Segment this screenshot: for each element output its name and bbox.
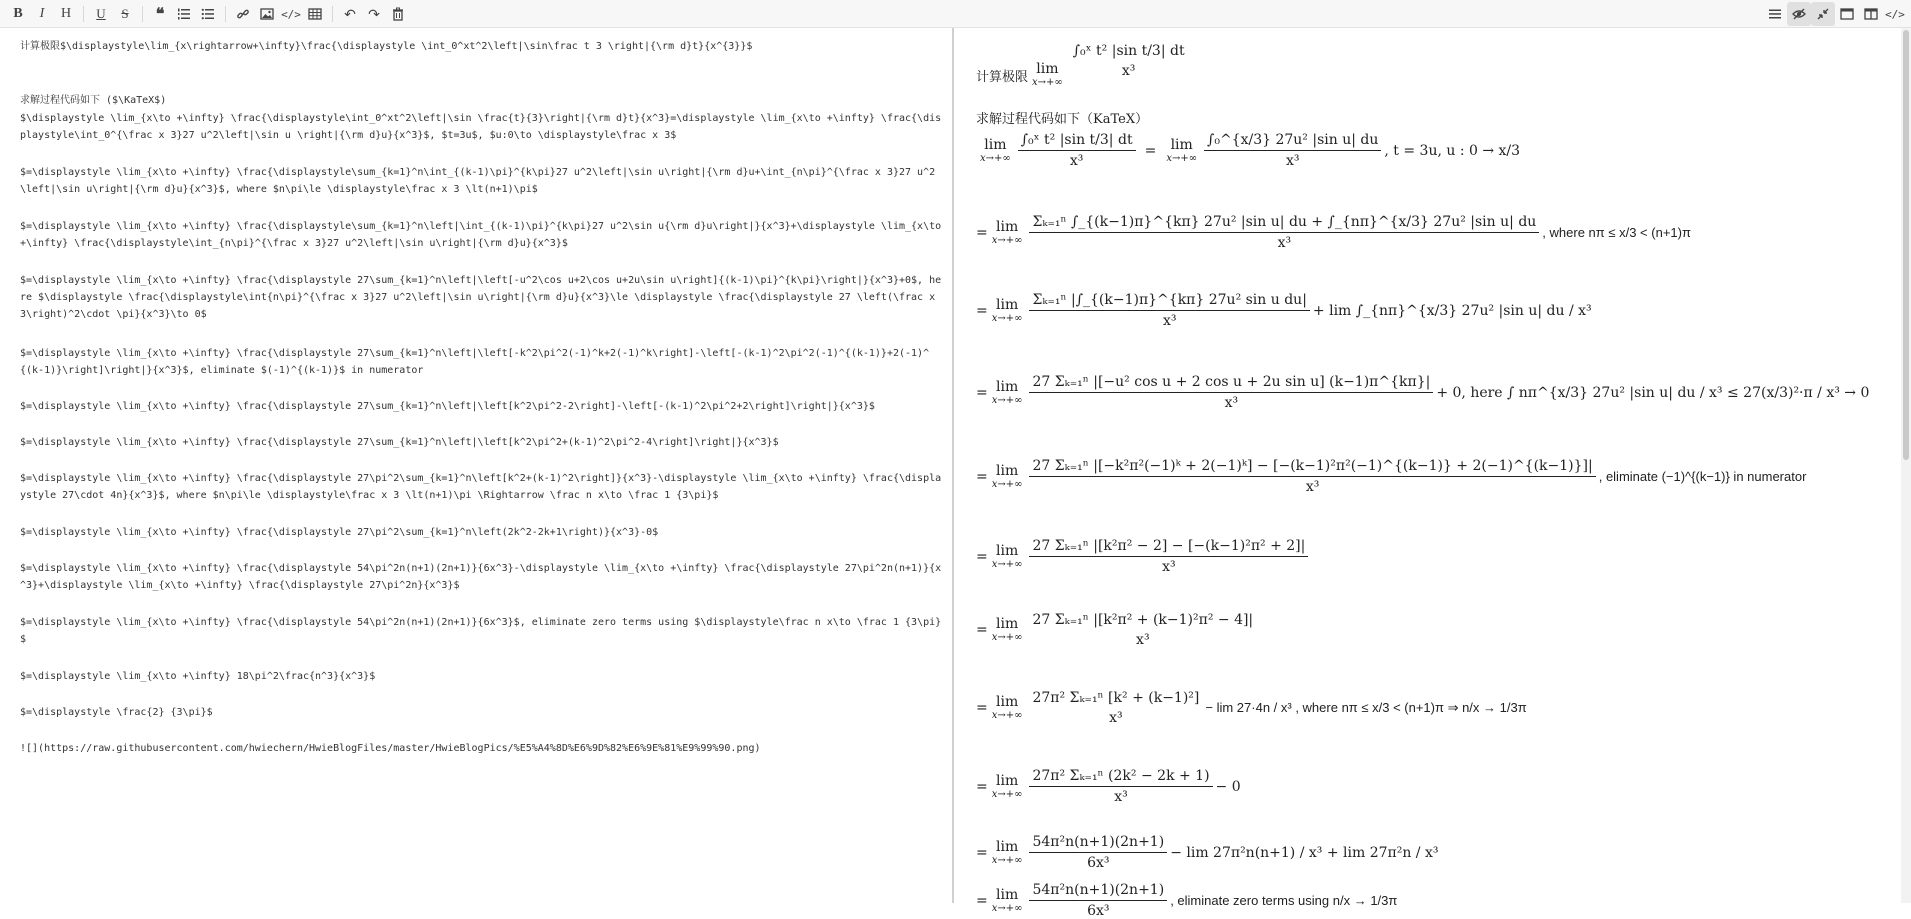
split-icon — [1864, 7, 1878, 21]
quote-icon: ❝ — [155, 6, 165, 23]
katex-logo: KaTeX — [1093, 112, 1136, 127]
preview-scrollbar[interactable] — [1901, 28, 1911, 903]
italic-button[interactable]: I — [39, 6, 45, 21]
clear-button[interactable] — [386, 2, 410, 26]
quote-button[interactable] — [148, 2, 172, 26]
fullscreen-button[interactable] — [1811, 2, 1835, 26]
equation-row: lim x→+∞ $\frac{\text{∫₀ˣ t² |sin t/3| dt}}{\text{x³}}$ = lim x→+∞ $\frac{\text{∫₀\textasciicircum{}\{x/3\} 27u² |sin u| du}}{\text{x³}}$ , t = 3u, u : 0 → x/3 — [980, 132, 1521, 169]
editor-line: $=\displaystyle \lim_{x\to +\infty} \frac{\displaystyle\sum_{k=1}^n\int_{(k-1)\pi}^{k\pi}27 u^2\left|\sin u\right|{\rm d}u+\int_{n\pi}^{\frac x 3}27 u^2\left|\sin u\right|{\rm d}u}{x^3}$, where $n\pi\le \displaystyle\frac x 3 \lt(n+1)\pi$ — [20, 167, 936, 195]
toolbar-divider — [142, 6, 143, 22]
preview-problem — [976, 34, 1191, 88]
heading-button[interactable]: H — [60, 6, 72, 21]
eye-icon — [1792, 7, 1806, 21]
navigation-button[interactable] — [1763, 2, 1787, 26]
equation-row: = lim x→+∞ $\frac{\text{27π² Σₖ₌₁ⁿ (2k² − 2k + 1)}}{\text{x³}}$ − 0 — [976, 768, 1241, 805]
bold-button[interactable]: B — [13, 6, 23, 21]
toolbar-divider — [225, 6, 226, 22]
math-fraction: ∫₀ˣ t² |sin t/3| dt x³ — [1072, 43, 1185, 79]
editor-line: $=\displaystyle \lim_{x\to +\infty} \frac{\displaystyle 27\sum_{k=1}^n\left|\left[-u^2\cos u+2\cos u+2u\sin u\right]{(k-1)\pi}^{k\pi}\right|}{x^3}+0$, here $\displaystyle \frac{\displaystyle\int{n\pi}^{\frac x 3}27 u^2\left|\sin u\right|{\rm d}u}{x^3}\le \displaystyle \frac{\displaystyle 27 \left(\frac x 3\right)^2\cdot \pi}{x^3}\to 0$ — [20, 275, 942, 320]
redo-button[interactable] — [362, 2, 386, 26]
menu-icon — [1768, 7, 1782, 21]
unordered-list-icon — [201, 7, 215, 21]
equation-row: = lim x→+∞ $\frac{\text{54π²n(n+1)(2n+1)}}{\text{6x³}}$ − lim 27π²n(n+1) / x³ + lim 27π²n / x³ — [976, 834, 1439, 871]
equation-row: = lim x→+∞ 27 Σₖ₌₁ⁿ |[k²π² + (k−1)²π² − 4]| x³ — [976, 612, 1254, 648]
code-icon: </> — [281, 7, 301, 21]
equation-row: = lim x→+∞ $\frac{\text{27 Σₖ₌₁ⁿ |[−u² cos u + 2 cos u + 2u sin u] (k−1)π\textasciicircum{}\{kπ\}|}}{\text{x³}}$ + 0, here ∫ nπ^{x/3} 27u² |sin u| du / x³ ≤ 27(x/3)²·π / x³ → 0 — [976, 374, 1870, 411]
link-button[interactable] — [231, 2, 255, 26]
equation-row: = lim x→+∞ 27π² Σₖ₌₁ⁿ [k² + (k−1)²] x³ − lim 27·4n / x³ , where nπ ≤ x/3 < (n+1)π ⇒ n/x → 1/3π — [976, 690, 1527, 726]
trash-icon — [391, 7, 405, 21]
single-column-button[interactable] — [1835, 2, 1859, 26]
markdown-preview — [956, 28, 1901, 919]
limit-operator: lim x→+∞ — [980, 136, 1011, 164]
editor-line: 求解过程代码如下 ($\KaTeX$) — [20, 95, 167, 106]
equation-row: = lim x→+∞ $\frac{\text{27 Σₖ₌₁ⁿ |[k²π² − 2] − [−(k−1)²π² + 2]|}}{\text{x³}}$ — [976, 538, 1311, 575]
editor-line: $=\displaystyle \lim_{x\to +\infty} \frac{\displaystyle 27\sum_{k=1}^n\left|\left[-k^2\pi^2(-1)^k+2(-1)^k\right]-\left[-(k-1)^2\pi^2(-1)^{(k-1)}+2(-1)^{(k-1)}\right]\right|}{x^3}$, eliminate $(-1)^{(k-1)}$ in numerator — [20, 348, 930, 376]
unordered-list-button[interactable] — [196, 2, 220, 26]
editor-line: $=\displaystyle \lim_{x\to +\infty} \frac{\displaystyle 27\sum_{k=1}^n\left|\left[k^2\pi^2+(k-1)^2\pi^2-4\right]\right|}{x^3}$ — [20, 437, 779, 448]
editor-line: $=\displaystyle \lim_{x\to +\infty} 18\pi^2\frac{n^3}{x^3}$ — [20, 671, 376, 682]
undo-icon: ↶ — [344, 5, 356, 22]
editor-line: 计算极限$\displaystyle\lim_{x\rightarrow+\infty}\frac{\displaystyle \int_0^xt^2\left|\sin\frac t 3 \right|{\rm d}t}{x^{3}}$ — [20, 41, 753, 52]
column-icon — [1840, 7, 1854, 21]
equation-row: = lim x→+∞ $\frac{\text{Σₖ₌₁ⁿ |∫\_\{(k−1)π\}\textasciicircum{}\{kπ\} 27u² sin u du|}}{\text{x³}}$ + lim ∫_{nπ}^{x/3} 27u² |sin u| du / x³ — [976, 292, 1592, 329]
limit-operator: lim x→+∞ — [1032, 61, 1063, 88]
preview-button[interactable] — [1787, 2, 1811, 26]
ordered-list-button[interactable] — [172, 2, 196, 26]
image-button[interactable] — [255, 2, 279, 26]
editor-line: $=\displaystyle \lim_{x\to +\infty} \frac{\displaystyle 27\sum_{k=1}^n\left|\left[k^2\pi^2-2\right]-\left[-(k-1)^2\pi^2+2\right]\right|}{x^3}$ — [20, 401, 875, 412]
undo-button[interactable] — [338, 2, 362, 26]
strikethrough-button[interactable]: S — [121, 6, 129, 21]
equation-row: = lim x→+∞ Σₖ₌₁ⁿ ∫_{(k−1)π}^{kπ} 27u² |sin u| du + ∫_{nπ}^{x/3} 27u² |sin u| du x³ , where nπ ≤ x/3 < (n+1)π — [976, 214, 1691, 251]
ordered-list-icon — [177, 7, 191, 21]
editor-line: $\displaystyle \lim_{x\to +\infty} \frac{\displaystyle\int_0^xt^2\left|\sin \frac{t}{3}\right|{\rm d}t}{x^3}=\displaystyle \lim_{x\to +\infty} \frac{\displaystyle\int_0^{\frac x 3}27 u^2\left|\sin u \right|{\rm d}u}{x^3}$, $t=3u$, $u:0\to \displaystyle\frac x 3$ — [20, 113, 942, 141]
editor-line: ![](https://raw.githubusercontent.com/hwiechern/HwieBlogFiles/master/HwieBlogPics/%E5%A4%8D%E6%9D%82%E6%9E%81%E9%99%90.png) — [20, 743, 761, 754]
html-icon: </> — [1885, 7, 1905, 21]
equation-row: = lim x→+∞ 27 Σₖ₌₁ⁿ |[−k²π²(−1)ᵏ + 2(−1)ᵏ] − [−(k−1)²π²(−1)^{(k−1)} + 2(−1)^{(k−1)}]| x³ , eliminate (−1)^{(k−1)} in numerator — [976, 458, 1807, 495]
image-icon — [260, 7, 274, 21]
code-button[interactable] — [279, 2, 303, 26]
compress-icon — [1816, 7, 1830, 21]
editor-line: $=\displaystyle \lim_{x\to +\infty} \frac{\displaystyle\sum_{k=1}^n\left|\int_{(k-1)\pi}^{k\pi}27 u^2\sin u{\rm d}u\right|}{x^3}+\displaystyle \lim_{x\to +\infty} \frac{\displaystyle\int_{n\pi}^{\frac x 3}27 u^2\left|\sin u\right|{\rm d}u}{x^3}$ — [20, 221, 948, 249]
toolbar-divider — [332, 6, 333, 22]
html-code-button[interactable] — [1883, 2, 1907, 26]
editor-line: $=\displaystyle \lim_{x\to +\infty} \frac{\displaystyle 54\pi^2n(n+1)(2n+1)}{6x^3}$, eliminate zero terms using $\displaystyle\frac n x\to \frac 1 {3\pi}$ — [20, 617, 942, 645]
equation-row: = lim x→+∞ $\frac{\text{54π²n(n+1)(2n+1)}}{\text{6x³}}$ , eliminate zero terms using n/x → 1/3π — [976, 882, 1398, 919]
preview-heading-text: 计算极限 — [976, 68, 1029, 84]
editor-line: $=\displaystyle \lim_{x\to +\infty} \frac{\displaystyle 54\pi^2n(n+1)(2n+1)}{6x^3}-\displaystyle \lim_{x\to +\infty} \frac{\displaystyle 27\pi^2n(n+1)}{x^3}+\displaystyle \lim_{x\to +\infty} \frac{\displaystyle 27\pi^2n}{x^3}$ — [20, 563, 942, 591]
editor-toolbar — [0, 0, 1911, 28]
editor-line: $=\displaystyle \frac{2} {3\pi}$ — [20, 707, 213, 718]
redo-icon: ↷ — [368, 5, 380, 22]
toolbar-divider — [83, 6, 84, 22]
scrollbar-thumb[interactable] — [1903, 30, 1909, 460]
editor-line: $=\displaystyle \lim_{x\to +\infty} \frac{\displaystyle 27\pi^2\sum_{k=1}^n\left[k^2+(k-1)^2\right]}{x^3}-\displaystyle \lim_{x\to +\infty} \frac{\displaystyle 27\cdot 4n}{x^3}$, where $n\pi\le \displaystyle\frac x 3 \lt(n+1)\pi \Rightarrow \frac n x\to \frac 1 {3\pi}$ — [20, 473, 942, 501]
preview-subheading: 求解过程代码如下（KaTeX） — [976, 111, 1149, 127]
markdown-editor[interactable] — [0, 28, 954, 903]
table-button[interactable] — [303, 2, 327, 26]
underline-button[interactable]: U — [96, 6, 106, 21]
split-view-button[interactable] — [1859, 2, 1883, 26]
editor-line: $=\displaystyle \lim_{x\to +\infty} \frac{\displaystyle 27\pi^2\sum_{k=1}^n\left(2k^2-2k+1\right)}{x^3}-0$ — [20, 527, 659, 538]
link-icon — [236, 7, 250, 21]
table-icon — [308, 7, 322, 21]
